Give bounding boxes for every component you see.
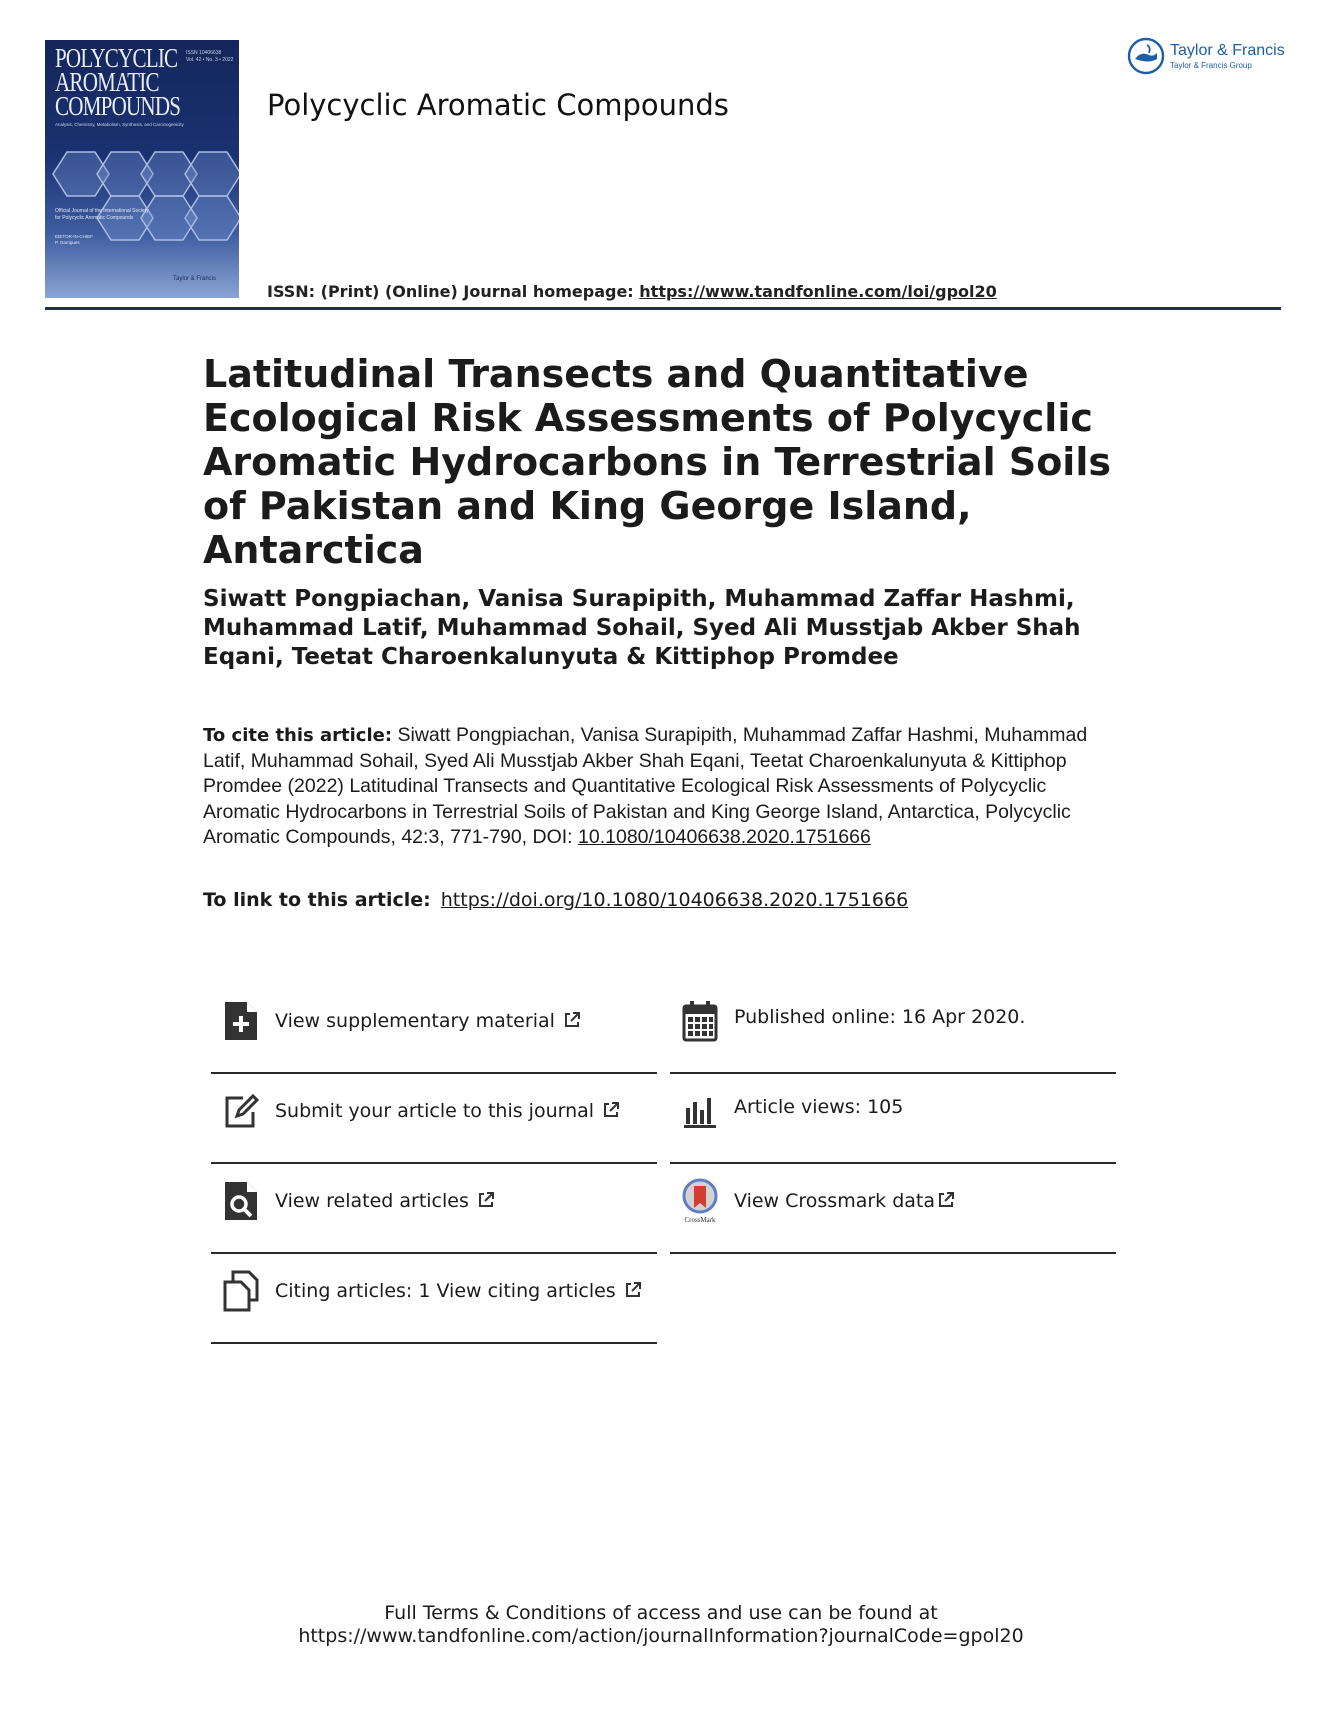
taylor-francis-logo	[1127, 37, 1287, 77]
journal-title: Polycyclic Aromatic Compounds	[267, 88, 729, 122]
cover-official: Official Journal of the International Society for Polycyclic Aromatic Compounds	[55, 208, 149, 221]
issn-label: ISSN: (Print) (Online) Journal homepage:	[267, 282, 640, 301]
article-doi-link[interactable]: https://doi.org/10.1080/10406638.2020.1751666	[440, 889, 909, 911]
external-link-icon	[477, 1191, 495, 1209]
citation-block	[203, 723, 1123, 851]
file-plus-icon	[223, 1000, 259, 1042]
grid-divider	[670, 1162, 1116, 1164]
submit-label: Submit your article to this journal	[275, 1100, 595, 1122]
article-views-info	[670, 1086, 1116, 1146]
grid-divider	[211, 1252, 657, 1254]
published-online-label: Published online: 16 Apr 2020.	[734, 1006, 1026, 1028]
cover-issn: ISSN 10406638 Vol. 42 • No. 3 • 2022	[186, 50, 234, 63]
view-related-link[interactable]	[211, 1176, 657, 1236]
article-views-label: Article views: 105	[734, 1096, 904, 1118]
article-authors: Siwatt Pongpiachan, Vanisa Surapipith, Muhammad Zaffar Hashmi, Muhammad Latif, Muhammad Sohail, Syed Ali Musstjab Akber Shah Eqani, Teetat Charoenkalunyuta & Kittiphop Promdee	[203, 586, 1081, 670]
issn-line	[267, 282, 997, 301]
taylor-francis-lamp-icon	[1127, 37, 1165, 75]
footer-terms-text: Full Terms & Conditions of access and use can be found at	[384, 1602, 938, 1624]
footer-terms-link[interactable]: https://www.tandfonline.com/action/journalInformation?journalCode=gpol20	[298, 1625, 1024, 1647]
grid-divider	[211, 1162, 657, 1164]
bar-chart-icon	[682, 1090, 718, 1132]
journal-homepage-link[interactable]: https://www.tandfonline.com/loi/gpol20	[639, 282, 997, 301]
external-link-icon	[563, 1011, 581, 1029]
published-online-info	[670, 996, 1116, 1056]
crossmark-logo-text: CrossMark	[684, 1216, 716, 1224]
external-link-icon	[624, 1281, 642, 1299]
edit-icon	[223, 1090, 259, 1132]
citation-doi-link[interactable]: 10.1080/10406638.2020.1751666	[578, 826, 871, 848]
article-link-line	[203, 889, 908, 911]
calendar-icon	[682, 1000, 718, 1042]
crossmark-label: View Crossmark data	[734, 1190, 936, 1212]
supplementary-label: View supplementary material	[275, 1010, 555, 1032]
publisher-name: Taylor & Francis	[1170, 42, 1285, 59]
external-link-icon	[602, 1101, 620, 1119]
crossmark-icon	[680, 1178, 720, 1224]
grid-divider	[211, 1072, 657, 1074]
view-crossmark-link[interactable]	[670, 1176, 1116, 1236]
citing-articles-link[interactable]	[211, 1266, 657, 1326]
cover-editor: EDITOR-IN-CHIEF P. Garrigues	[55, 234, 93, 245]
related-label: View related articles	[275, 1190, 469, 1212]
terms-footer	[0, 1602, 1322, 1648]
grid-divider	[211, 1342, 657, 1344]
article-link-label: To link to this article:	[203, 889, 431, 911]
cover-title: POLYCYCLIC AROMATIC COMPOUNDS	[55, 43, 181, 121]
article-title: Latitudinal Transects and Quantitative Ecological Risk Assessments of Polycyclic Aromatic Hydrocarbons in Terrestrial Soils of Pakistan and King George Island, Antarctica	[203, 352, 1111, 572]
file-search-icon	[223, 1180, 259, 1222]
header-divider	[45, 307, 1281, 310]
submit-article-link[interactable]	[211, 1086, 657, 1146]
copy-files-icon	[223, 1270, 259, 1312]
cover-subtitle: Analysis, Chemistry, Metabolism, Synthesis, and Carcinogenicity	[55, 122, 184, 127]
external-link-icon	[937, 1191, 955, 1209]
cover-publisher: Taylor & Francis	[173, 276, 217, 282]
citation-label: To cite this article:	[203, 725, 393, 746]
citation-text: Siwatt Pongpiachan, Vanisa Surapipith, Muhammad Zaffar Hashmi, Muhammad Latif, Muhammad Sohail, Syed Ali Musstjab Akber Shah Eqani, Teetat Charoenkalunyuta & Kittiphop Promdee (2022) Latitudinal Transects and Quantitative Ecological Risk Assessments of Polycyclic Aromatic Hydrocarbons in Terrestrial Soils of Pakistan and King George Island, Antarctica, Polycyclic Aromatic Compounds, 42:3, 771-790, DOI:	[203, 724, 1088, 848]
grid-divider	[670, 1072, 1116, 1074]
view-supplementary-link[interactable]	[211, 996, 657, 1056]
publisher-group: Taylor & Francis Group	[1170, 61, 1252, 70]
citing-label: Citing articles: 1 View citing articles	[275, 1280, 616, 1302]
journal-cover-image	[45, 40, 239, 298]
grid-divider	[670, 1252, 1116, 1254]
cover-hexagon-graphic	[45, 144, 239, 264]
